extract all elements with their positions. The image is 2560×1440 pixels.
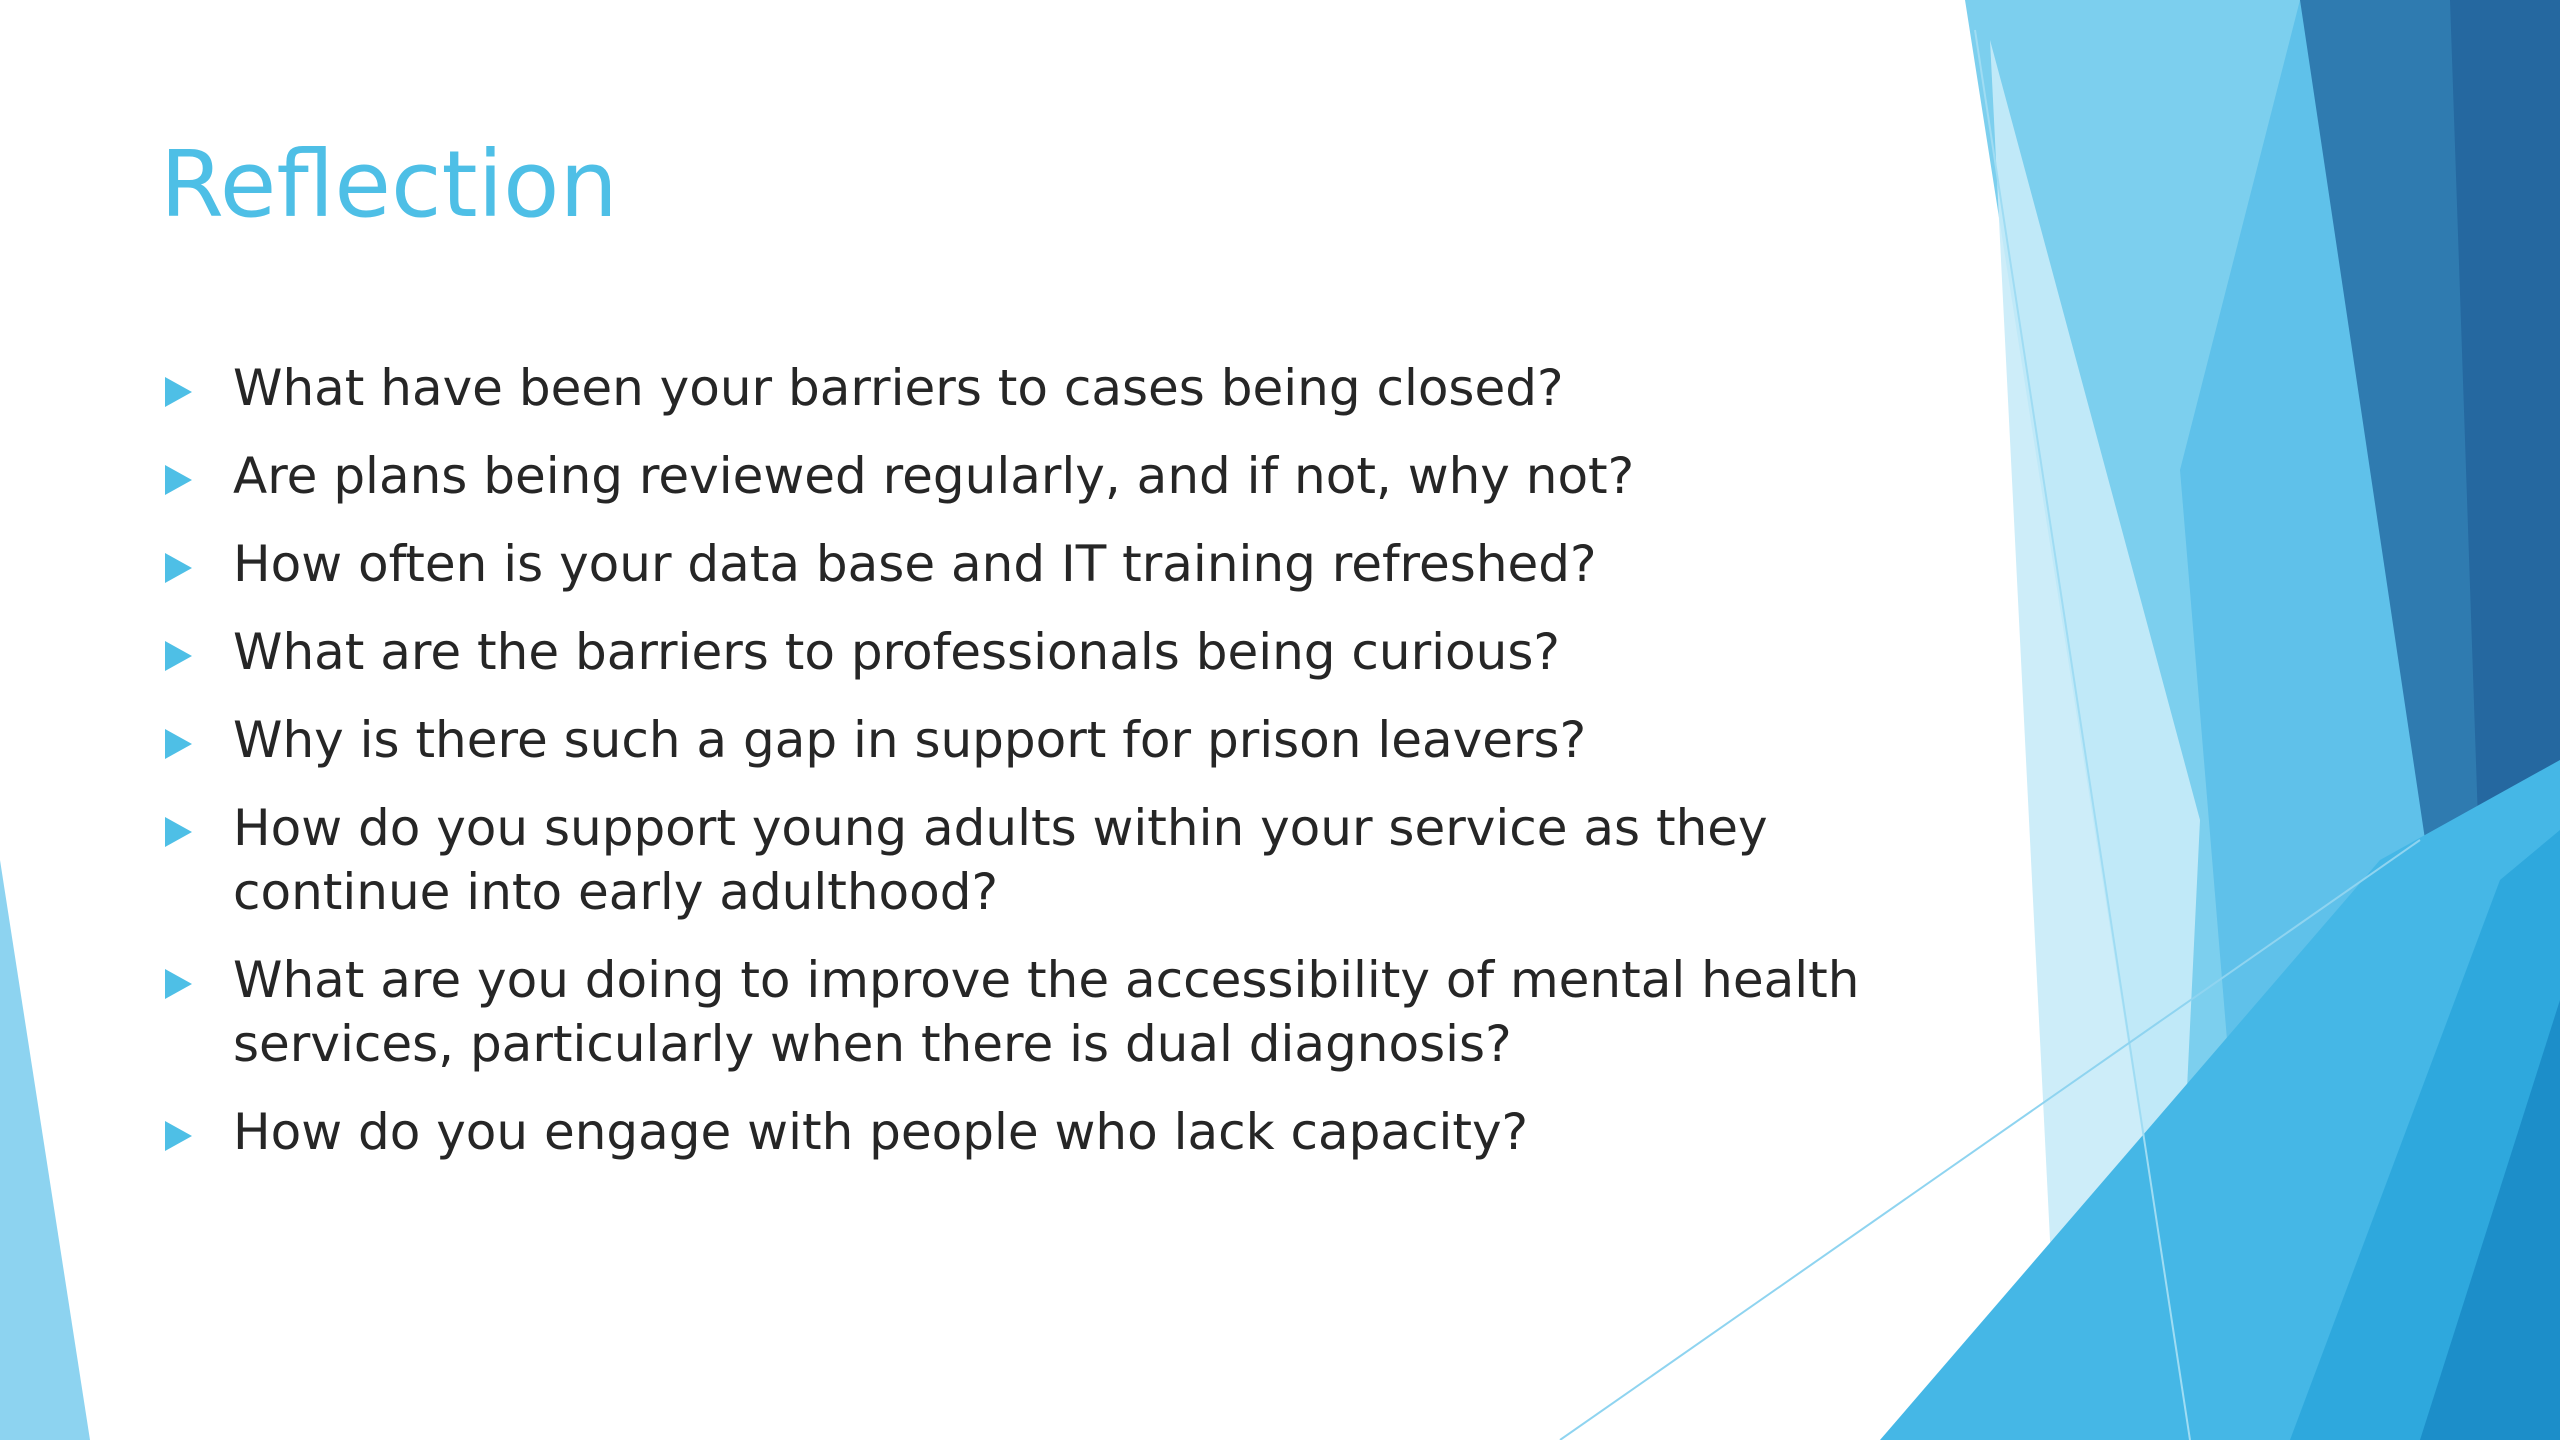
triangle-right-icon: [165, 817, 192, 847]
bullet-item: [160, 444, 1960, 508]
triangle-right-icon: [165, 377, 192, 407]
bullet-text: How do you support young adults within your service as they continue into early adulthood?: [233, 799, 1768, 921]
bullet-item: [160, 708, 1960, 772]
triangle-right-icon: [165, 553, 192, 583]
triangle-right-icon: [165, 969, 192, 999]
bullet-item: [160, 948, 1960, 1076]
bullet-item: [160, 356, 1960, 420]
bullet-list: [160, 356, 1960, 1188]
bullet-text: How often is your data base and IT training refreshed?: [233, 535, 1597, 593]
bullet-item: [160, 532, 1960, 596]
bullet-text: Are plans being reviewed regularly, and if not, why not?: [233, 447, 1635, 505]
bullet-text: Why is there such a gap in support for prison leavers?: [233, 711, 1587, 769]
bullet-text: What are the barriers to professionals being curious?: [233, 623, 1560, 681]
bullet-text: How do you engage with people who lack capacity?: [233, 1103, 1529, 1161]
triangle-right-icon: [165, 465, 192, 495]
bullet-item: [160, 796, 1960, 924]
left-accent-shape: [0, 860, 90, 1440]
triangle-right-icon: [165, 641, 192, 671]
triangle-right-icon: [165, 1121, 192, 1151]
bullet-item: [160, 1100, 1960, 1164]
triangle-right-icon: [165, 729, 192, 759]
slide-title: Reflection: [160, 131, 618, 238]
bullet-item: [160, 620, 1960, 684]
bullet-text: What are you doing to improve the accessibility of mental health services, particularly when there is dual diagnosis?: [233, 951, 1860, 1073]
bullet-text: What have been your barriers to cases being closed?: [233, 359, 1564, 417]
